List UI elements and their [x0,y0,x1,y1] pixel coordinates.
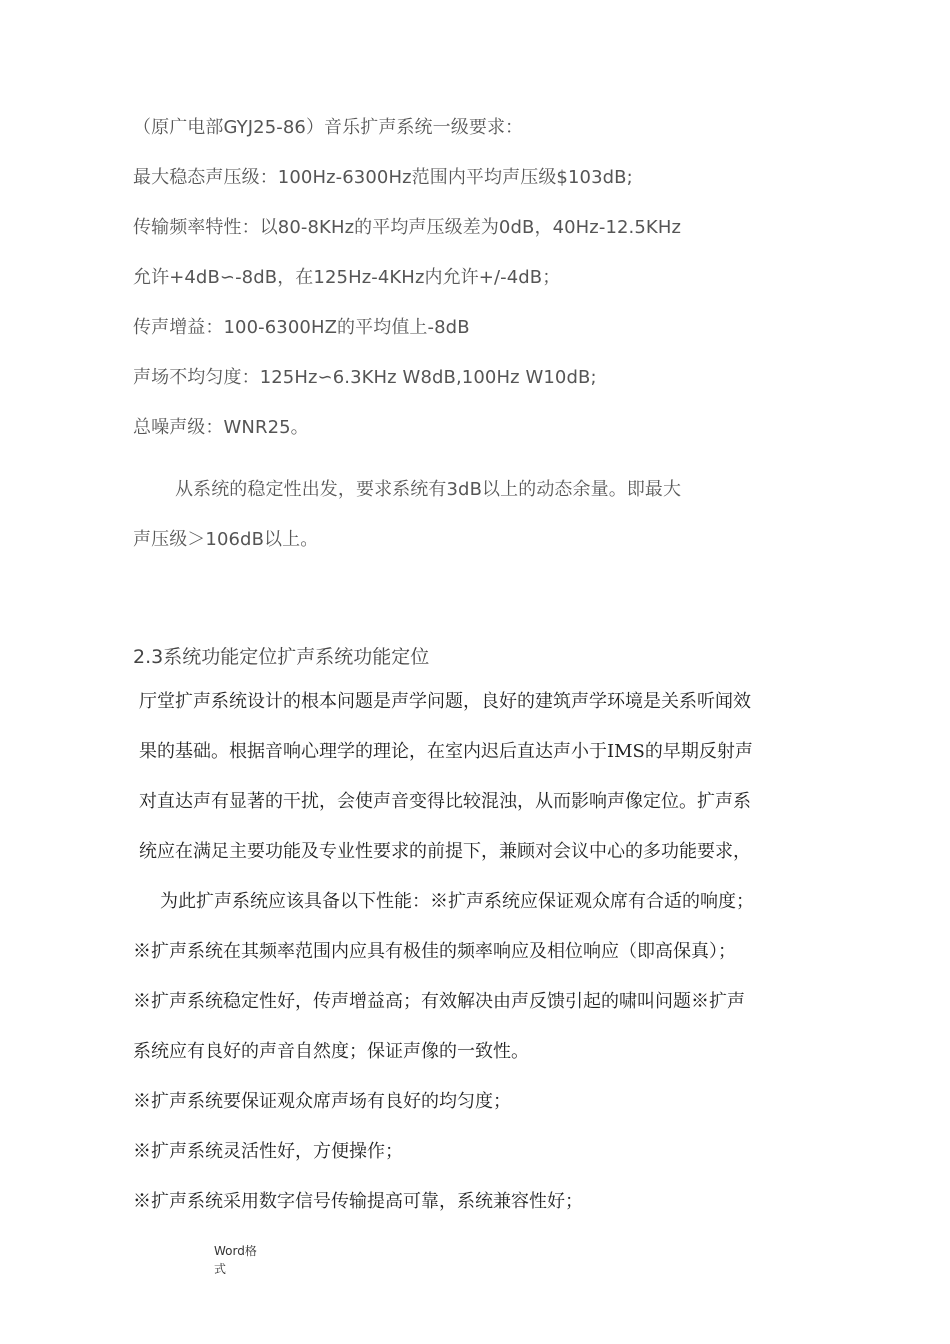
spec-frequency-response: 传输频率特性：以80-8KHz的平均声压级差为0dB，40Hz-12.5KHz [133,217,682,238]
spec-field-uniformity: 声场不均匀度：125Hz∽6.3KHz W8dB,100Hz W10dB; [133,367,597,388]
body-line: 为此扩声系统应该具备以下性能：※扩声系统应保证观众席有合适的响度； [160,891,754,912]
body-line: ※扩声系统稳定性好，传声增益高；有效解决由声反馈引起的啸叫问题※扩声 [133,991,745,1012]
spec-max-spl: 最大稳态声压级：100Hz-6300Hz范围内平均声压级$103dB; [133,167,633,188]
section-heading: 2.3系统功能定位扩声系统功能定位 [133,646,430,668]
spec-frequency-tolerance: 允许+4dB∽-8dB，在125Hz-4KHz内允许+/-4dB； [133,267,561,288]
footer-label: Word格 [214,1244,257,1258]
stability-paragraph-line: 声压级＞106dB以上。 [133,529,319,550]
body-line: ※扩声系统灵活性好，方便操作； [133,1141,403,1162]
body-line: 对直达声有显著的干扰，会使声音变得比较混浊，从而影响声像定位。扩声系 [139,791,751,812]
body-line: ※扩声系统在其频率范围内应具有极佳的频率响应及相位响应（即高保真）； [133,941,736,962]
spec-title: （原广电部GYJ25-86）音乐扩声系统一级要求： [133,117,524,138]
body-line: ※扩声系统要保证观众席声场有良好的均匀度； [133,1091,511,1112]
footer-label: 式 [214,1262,227,1276]
body-line: 果的基础。根据音响心理学的理论，在室内迟后直达声小于IMS的早期反射声 [139,741,753,762]
stability-paragraph-line: 从系统的稳定性出发，要求系统有3dB以上的动态余量。即最大 [175,479,682,500]
body-line: 统应在满足主要功能及专业性要求的前提下，兼顾对会议中心的多功能要求， [139,841,751,862]
body-line: 厅堂扩声系统设计的根本问题是声学问题，良好的建筑声学环境是关系听闻效 [139,691,751,712]
spec-total-noise: 总噪声级：WNR25。 [133,417,309,438]
body-line: 系统应有良好的声音自然度；保证声像的一致性。 [133,1041,529,1062]
body-line: ※扩声系统采用数字信号传输提高可靠，系统兼容性好； [133,1191,583,1212]
spec-transmission-gain: 传声增益：100-6300HZ的平均值上-8dB [133,317,470,338]
